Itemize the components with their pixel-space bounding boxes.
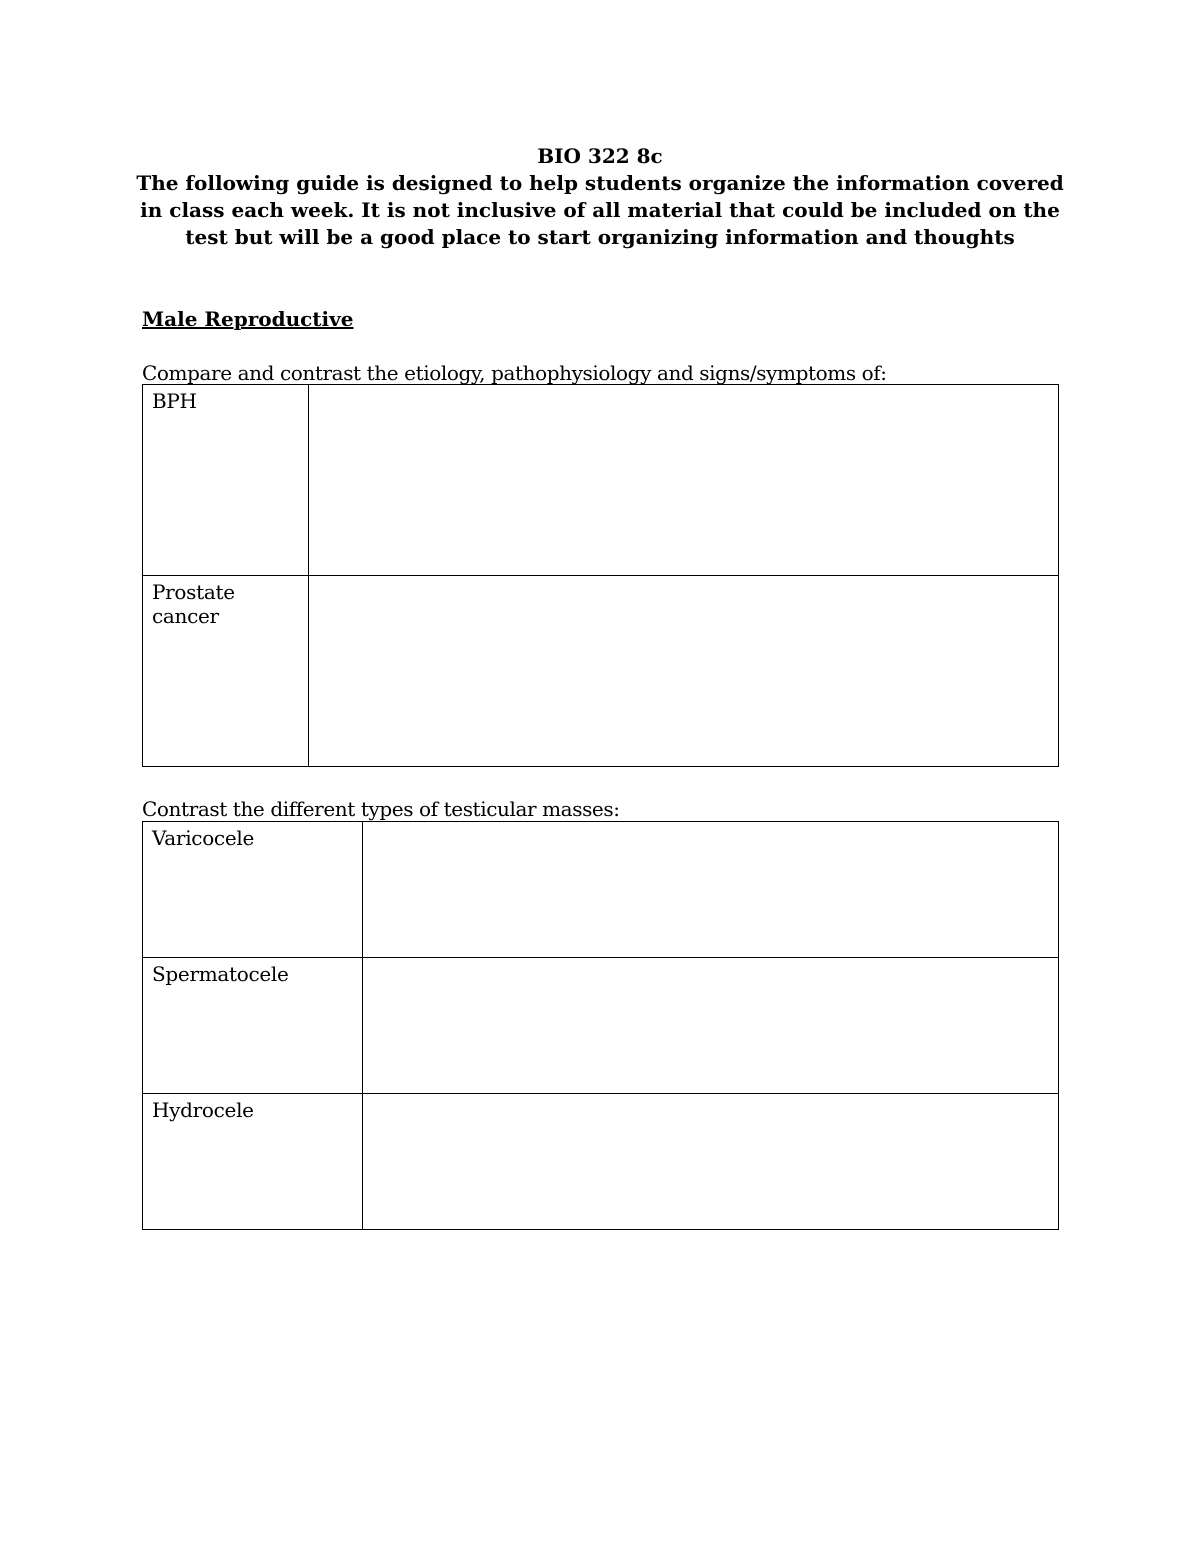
row-label: BPH [143, 385, 309, 576]
row-label: Prostate cancer [143, 576, 309, 767]
table-row [143, 1094, 1059, 1230]
answer-cell-prostate-cancer[interactable] [309, 576, 1059, 767]
section-heading: Male Reproductive [142, 307, 354, 331]
guide-intro: The following guide is designed to help students organize the information covered in class each week. It is not inclusive of all material that could be included on the test but will be a good place to start organizing information and thoughts [136, 171, 1064, 249]
row-label: Varicocele [143, 822, 363, 958]
prostate-conditions-table [142, 384, 1059, 767]
answer-cell-hydrocele[interactable] [363, 1094, 1059, 1230]
table-row [143, 576, 1059, 767]
answer-cell-bph[interactable] [309, 385, 1059, 576]
table-row [143, 958, 1059, 1094]
testicular-masses-table [142, 821, 1059, 1230]
answer-cell-spermatocele[interactable] [363, 958, 1059, 1094]
table-row [143, 822, 1059, 958]
answer-cell-varicocele[interactable] [363, 822, 1059, 958]
row-label: Spermatocele [143, 958, 363, 1094]
row-label: Hydrocele [143, 1094, 363, 1230]
compare-prompt: Compare and contrast the etiology, pathophysiology and signs/symptoms of: [142, 361, 887, 385]
table-row [143, 385, 1059, 576]
contrast-prompt: Contrast the different types of testicular masses: [142, 797, 620, 821]
document-header [130, 143, 1070, 251]
document-title: BIO 322 8c [537, 144, 663, 168]
